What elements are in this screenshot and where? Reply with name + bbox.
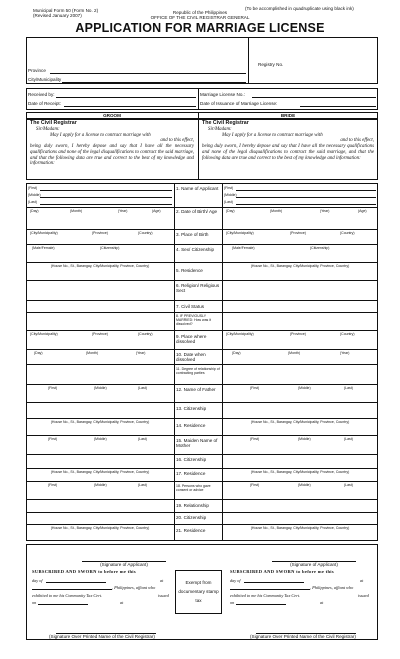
groom-at-2: at [120, 600, 124, 605]
received-by-label: Received by: [28, 92, 55, 97]
bride-philippines: , Philippines, affiant who [310, 585, 354, 590]
groom-birth-city: (City/Municipality) [30, 231, 58, 235]
item-10: 10. Date when dissolved [176, 352, 206, 362]
bride-dissolved-month: (Month) [288, 351, 301, 355]
groom-father-residence: (House No., St., Barangay, City/Municipality, Province, Country) [50, 420, 150, 424]
groom-year: (Year) [118, 209, 128, 213]
bride-at: at [360, 578, 364, 583]
bride-mother-residence: (House No., St., Barangay, City/Municipality, Province, Country) [250, 470, 350, 474]
groom-dissolved-year: (Year) [136, 351, 146, 355]
groom-age: (Age) [152, 209, 161, 213]
groom-registrar-signature: (Signature Over Printed Name of the Civil Registrar) [49, 634, 155, 639]
groom-subscribed: SUBSCRIBED AND SWORN to before me this [32, 569, 136, 574]
groom-body-2: and to this effect, [160, 138, 194, 144]
form-number: Municipal Form 50 (Form No. 2) [33, 8, 99, 13]
bride-header: BRIDE [280, 112, 296, 118]
bride-addressee: The Civil Registrar [202, 120, 249, 126]
item-13: 13. Citizenship [176, 406, 207, 411]
groom-consent-last: (Last) [138, 483, 147, 487]
groom-dissolved-province: (Province) [92, 332, 108, 336]
bride-birth-province: (Province) [290, 231, 306, 235]
groom-at: at [160, 578, 164, 583]
groom-father-middle: (Middle) [94, 386, 107, 390]
office-label: OFFICE OF THE CIVIL REGISTRAR GENERAL [150, 15, 250, 20]
bride-subscribed: SUBSCRIBED AND SWORN to before me this [230, 569, 334, 574]
item-15: 15. Maiden Name of Mother [176, 438, 218, 448]
item-3: 3. Place of Birth [176, 232, 209, 237]
bride-mother-last: (Last) [344, 437, 353, 441]
republic-label: Republic of the Philippines [172, 10, 228, 15]
item-16: 16. Citizenship [176, 457, 207, 462]
bride-father-first: (First) [250, 386, 260, 390]
bride-dissolved-city: (City/Municipality) [226, 332, 254, 336]
bride-dissolved-province: (Province) [290, 332, 306, 336]
bride-body-3: being duly sworn, I hereby depose and say that I have all the necessary qualifications and none of the legal disqualifications to contract the said marriage, and that the following data are true and correct to the best of my knowledge and information: [202, 144, 374, 161]
groom-consent-first: (First) [48, 483, 58, 487]
bride-sex: (Male/Female) [232, 246, 255, 250]
groom-day: (Day) [30, 209, 39, 213]
bride-body-2: and to this effect, [340, 138, 374, 144]
form-revised: (Revised January 2007) [33, 13, 82, 18]
groom-letter [30, 120, 194, 167]
date-issuance-label: Date of Issuance of Marriage License: [200, 101, 278, 106]
bride-age: (Age) [358, 209, 367, 213]
bride-dissolved-year: (Year) [340, 351, 350, 355]
groom-last: (Last) [28, 200, 37, 204]
item-12: 12. Name of Father [176, 387, 216, 392]
bride-day-of: day of [230, 578, 241, 583]
license-no-label: Marriage License No.: [200, 92, 245, 97]
bride-residence: (House No., St., Barangay, City/Municipality, Province, Country) [250, 264, 350, 268]
bride-on: on [230, 600, 235, 605]
groom-mother-first: (First) [48, 437, 58, 441]
groom-salutation: Sir/Madam: [36, 127, 60, 132]
form-title: APPLICATION FOR MARRIAGE LICENSE [75, 21, 325, 35]
groom-consent-residence: (House No., St., Barangay, City/Municipality, Province, Country) [50, 526, 150, 530]
tax-exempt-label: Exempt from documentary stamp tax [178, 580, 219, 603]
registry-no-label: Registry No. [258, 62, 284, 67]
groom-on: on [32, 600, 37, 605]
bride-at-2: at [320, 600, 324, 605]
groom-month: (Month) [70, 209, 83, 213]
groom-mother-last: (Last) [138, 437, 147, 441]
groom-consent-middle: (Middle) [94, 483, 107, 487]
bride-mother-first: (First) [250, 437, 260, 441]
bride-dissolved-country: (Country) [340, 332, 355, 336]
groom-dissolved-month: (Month) [86, 351, 99, 355]
item-11: 11. Degree of relationship of contracting parties [176, 367, 220, 375]
item-5: 5. Residence [176, 268, 203, 273]
bride-consent-last: (Last) [344, 483, 353, 487]
bride-registrar-signature: (Signature Over Printed Name of the Civil Registrar) [250, 634, 356, 639]
bride-day: (Day) [226, 209, 235, 213]
bride-salutation: Sir/Madam: [208, 127, 232, 132]
city-label: City/Municipality [28, 77, 62, 82]
groom-mother-residence: (House No., St., Barangay, City/Municipality, Province, Country) [50, 470, 150, 474]
groom-birth-country: (Country) [138, 231, 153, 235]
groom-residence: (House No., St., Barangay, City/Municipality, Province, Country) [50, 264, 150, 268]
bride-consent-first: (First) [250, 483, 260, 487]
ink-note: (To be accomplished in quadruplicate using black ink) [245, 6, 354, 11]
bride-letter [202, 120, 374, 161]
bride-exhibited: exhibited to me his Community Tax Cert. [230, 593, 301, 598]
bride-dissolved-day: (Day) [232, 351, 241, 355]
bride-citizenship: (Citizenship) [310, 246, 330, 250]
bride-father-middle: (Middle) [298, 386, 311, 390]
item-21: 21. Residence [176, 528, 206, 533]
item-6: 6. Religion/ Religious Sect [176, 283, 220, 293]
groom-dissolved-country: (Country) [138, 332, 153, 336]
item-19: 19. Relationship [176, 503, 209, 508]
groom-dissolved-city: (City/Municipality) [30, 332, 58, 336]
item-1: 1. Name of Applicant [176, 186, 219, 191]
groom-first: (First) [28, 186, 38, 190]
location-box [26, 37, 378, 84]
groom-header: GROOM [103, 112, 121, 118]
bride-father-last: (Last) [344, 386, 353, 390]
bride-first: (First) [224, 186, 234, 190]
groom-sex: (Male/Female) [32, 246, 55, 250]
groom-body-3: being duly sworn, I hereby depose and say that I have all the necessary qualifications and none of the legal disqualifications to contract the said marriage, and that the following data are true and correct to the best of my knowledge and information: [30, 144, 194, 167]
item-9: 9. Place where dissolved [176, 334, 207, 344]
item-2: 2. Date of Birth/ Age [176, 209, 218, 214]
bride-year: (Year) [320, 209, 330, 213]
bride-body-1: May I apply for a license to contract marriage with [222, 132, 323, 138]
bride-mother-middle: (Middle) [298, 437, 311, 441]
groom-exhibited: exhibited to me his Community Tax Cert. [32, 593, 103, 598]
groom-issued: issued [158, 593, 169, 598]
bride-month: (Month) [270, 209, 283, 213]
groom-applicant-signature: (Signature of Applicant) [100, 562, 148, 567]
date-receipt-label: Date of Receipt: [28, 101, 61, 106]
groom-father-first: (First) [48, 386, 58, 390]
item-17: 17. Residence [176, 471, 206, 476]
groom-mother-middle: (Middle) [94, 437, 107, 441]
item-4: 4. Sex/ Citizenship [176, 247, 215, 252]
bride-last: (Last) [224, 200, 233, 204]
groom-father-last: (Last) [138, 386, 147, 390]
groom-philippines: , Philippines, affiant who [112, 585, 156, 590]
groom-body-1: May I apply for a license to contract marriage with [50, 132, 151, 138]
bride-birth-city: (City/Municipality) [226, 231, 254, 235]
bride-consent-residence: (House No., St., Barangay, City/Municipality, Province, Country) [250, 526, 350, 530]
item-14: 14. Residence [176, 423, 206, 428]
province-label: Province [28, 68, 46, 73]
item-18: 18. Persons who gave consent or advice [176, 484, 211, 492]
item-20: 20. Citizenship [176, 515, 207, 520]
bride-applicant-signature: (Signature of Applicant) [290, 562, 338, 567]
item-7: 7. Civil Status [176, 304, 205, 309]
groom-addressee: The Civil Registrar [30, 120, 77, 126]
groom-citizenship: (Citizenship) [100, 246, 120, 250]
bride-father-residence: (House No., St., Barangay, City/Municipality, Province, Country) [250, 420, 350, 424]
bride-birth-country: (Country) [340, 231, 355, 235]
groom-dissolved-day: (Day) [34, 351, 43, 355]
bride-issued: issued [358, 593, 369, 598]
groom-day-of: day of [32, 578, 43, 583]
item-8: 8. IF PREVIOUSLY MARRIED: How was it dissolved? [176, 314, 212, 326]
bride-middle: (Middle) [224, 193, 237, 197]
groom-middle: (Middle) [28, 193, 41, 197]
groom-birth-province: (Province) [92, 231, 108, 235]
bride-consent-middle: (Middle) [298, 483, 311, 487]
